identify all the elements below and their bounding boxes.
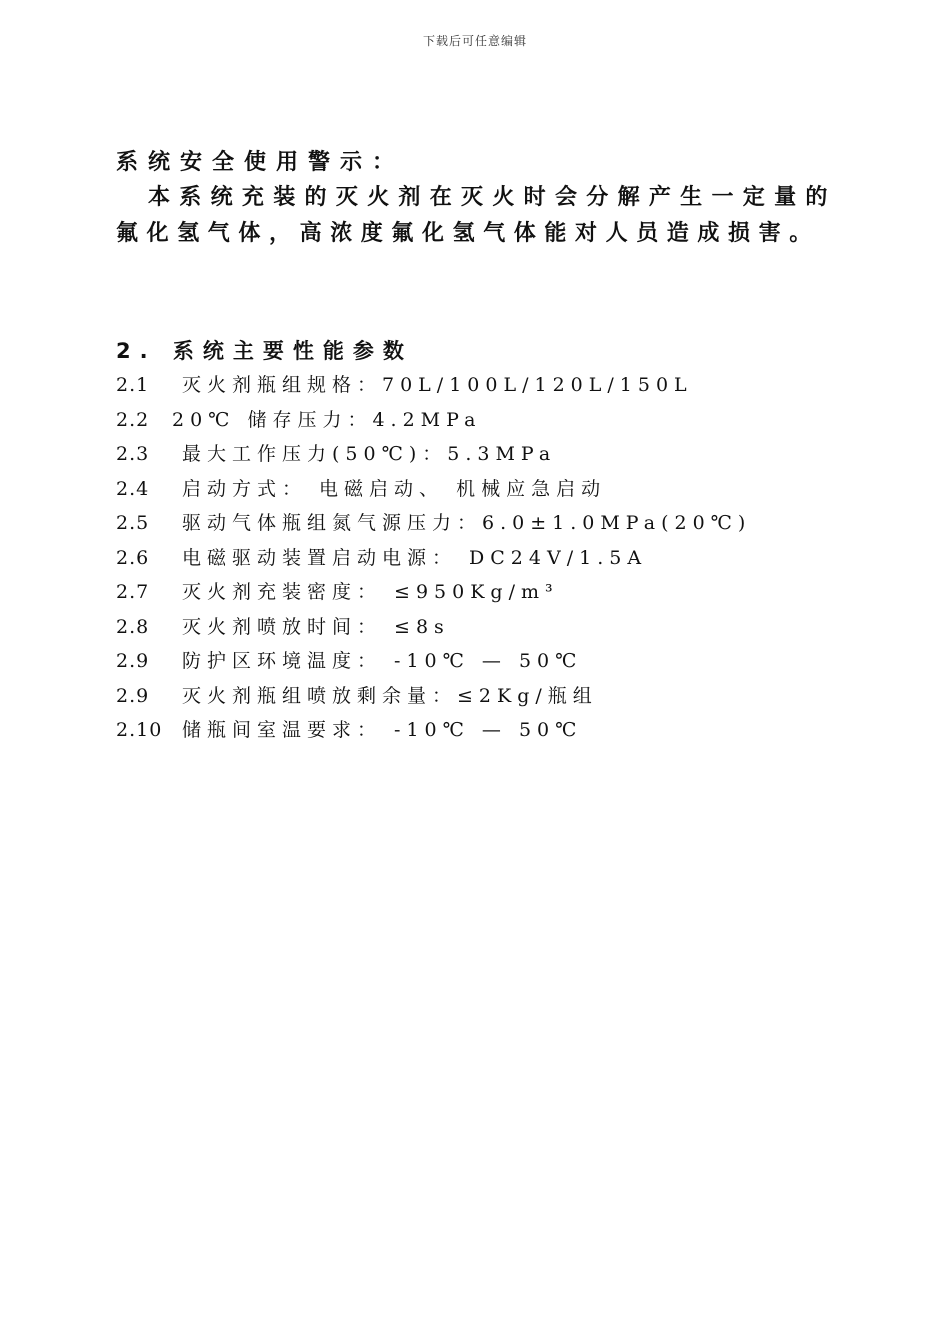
- param-text: 灭火剂瓶组喷放剩余量：≤2Kg/瓶组: [182, 684, 598, 707]
- param-text: 启动方式： 电磁启动、 机械应急启动: [182, 477, 607, 500]
- warning-title: 系统安全使用警示：: [116, 150, 405, 175]
- param-number: 2.6: [116, 546, 150, 569]
- param-number: 2.7: [116, 581, 150, 603]
- param-number: 2.3: [116, 443, 150, 465]
- param-text: 20℃ 储存压力：4.2MPa: [172, 408, 482, 431]
- param-text: 灭火剂瓶组规格：70L/100L/120L/150L: [182, 374, 693, 396]
- params-title: 2. 系统主要性能参数: [116, 339, 413, 363]
- param-row: [116, 541, 876, 576]
- param-row: [116, 368, 876, 403]
- param-text: 电磁驱动装置启动电源： DC24V/1.5A: [182, 546, 648, 569]
- param-row: [116, 403, 876, 438]
- param-row: [116, 713, 876, 748]
- param-list: [116, 368, 876, 748]
- safety-warning-section: [116, 146, 836, 252]
- param-number: 2.2: [116, 408, 150, 431]
- param-text: 灭火剂喷放时间： ≤8s: [182, 615, 450, 638]
- param-text: 最大工作压力(50℃)：5.3MPa: [182, 443, 557, 465]
- param-row: [116, 472, 876, 507]
- param-text: 储瓶间室温要求： -10℃ — 50℃: [182, 719, 583, 741]
- param-text: 防护区环境温度： -10℃ — 50℃: [182, 650, 583, 672]
- param-number: 2.10: [116, 719, 163, 741]
- param-number: 2.9: [116, 650, 150, 672]
- page-header-note: 下载后可任意编辑: [422, 34, 527, 48]
- param-number: 2.8: [116, 615, 150, 638]
- param-row: [116, 506, 876, 541]
- performance-params-section: [116, 334, 876, 748]
- param-number: 2.1: [116, 374, 150, 396]
- param-text: 灭火剂充装密度： ≤950Kg/m³: [182, 581, 559, 603]
- param-row: [116, 679, 876, 714]
- param-text: 驱动气体瓶组氮气源压力：6.0±1.0MPa(20℃): [182, 512, 752, 534]
- param-row: [116, 437, 876, 472]
- param-number: 2.9: [116, 684, 150, 707]
- param-row: [116, 610, 876, 645]
- warning-body: 本系统充装的灭火剂在灭火时会分解产生一定量的氟化氢气体，高浓度氟化氢气体能对人员造成损害。: [116, 185, 836, 246]
- param-row: [116, 644, 876, 679]
- param-row: [116, 575, 876, 610]
- param-number: 2.4: [116, 477, 150, 500]
- param-number: 2.5: [116, 512, 150, 534]
